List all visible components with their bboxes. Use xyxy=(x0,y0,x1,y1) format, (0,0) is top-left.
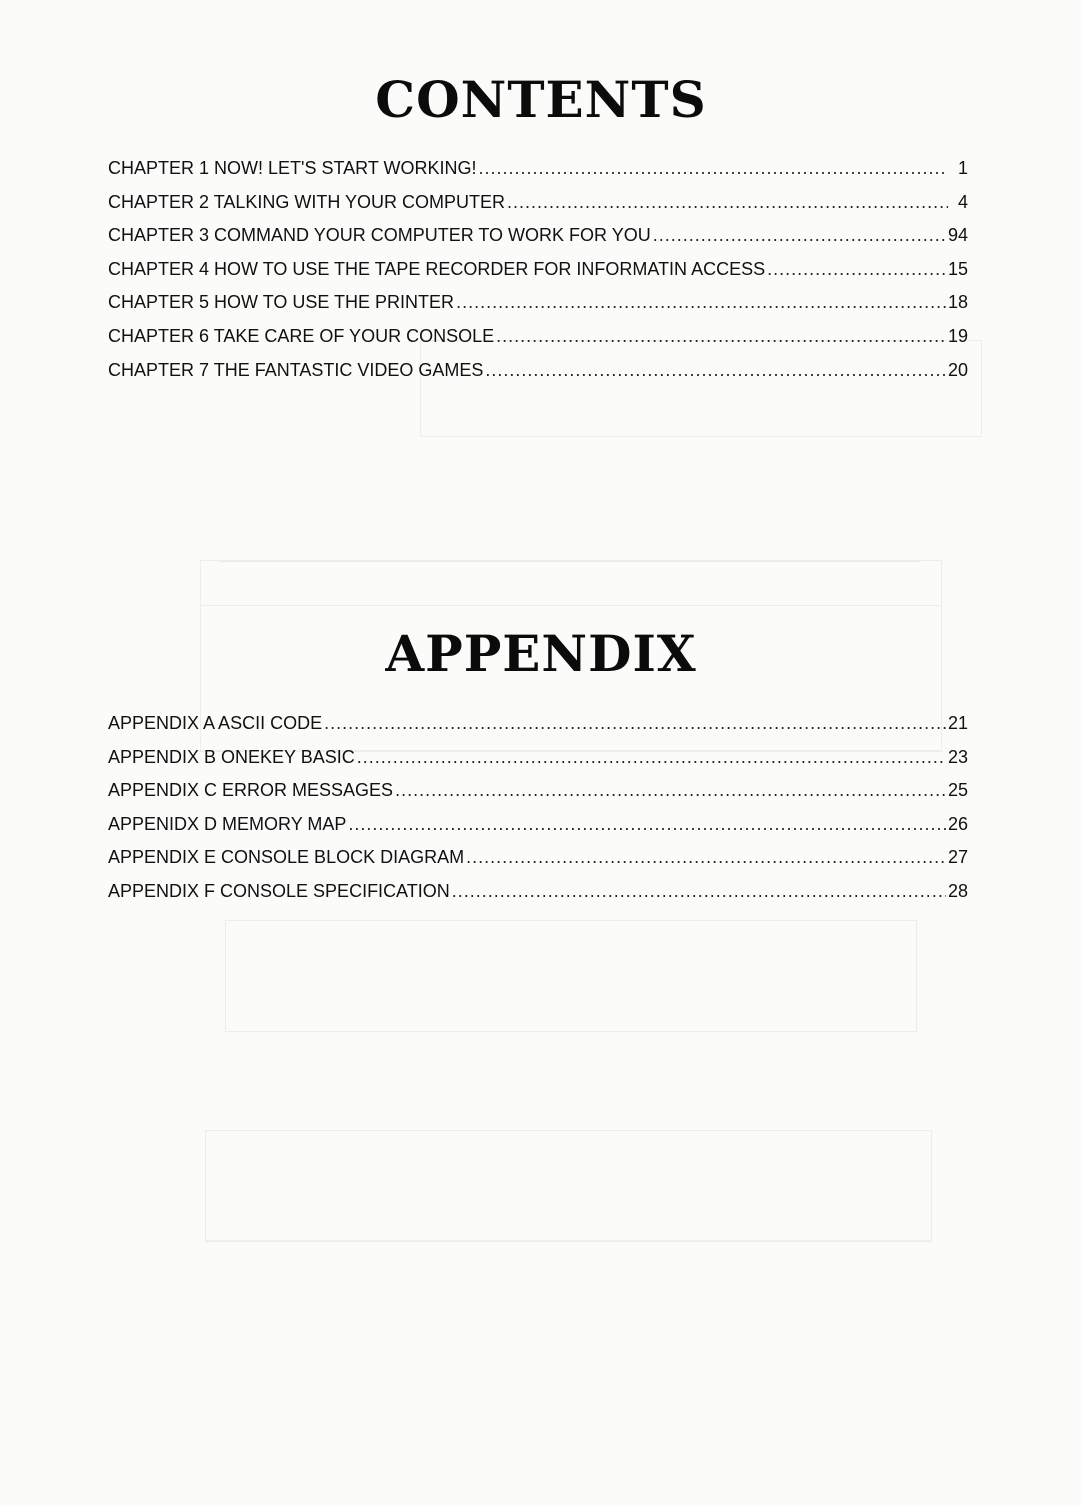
contents-list xyxy=(108,158,968,393)
toc-entry-label: APPENIDX D MEMORY MAP xyxy=(108,813,347,834)
toc-entry-label: CHAPTER 4 HOW TO USE THE TAPE RECORDER FOR INFORMATIN ACCESS xyxy=(108,258,766,279)
dot-leader xyxy=(653,225,946,246)
toc-entry-label: CHAPTER 5 HOW TO USE THE PRINTER xyxy=(108,292,455,313)
toc-entry-appendix-e[interactable] xyxy=(108,847,968,881)
toc-entry-page: 20 xyxy=(947,359,968,380)
toc-entry-chapter-1[interactable] xyxy=(108,158,968,192)
toc-entry-label: APPENDIX E CONSOLE BLOCK DIAGRAM xyxy=(108,847,465,868)
dot-leader xyxy=(485,360,946,381)
toc-entry-page: 23 xyxy=(947,746,968,767)
dot-leader xyxy=(496,326,946,347)
toc-entry-page: 28 xyxy=(947,880,968,901)
toc-entry-label: APPENDIX B ONEKEY BASIC xyxy=(108,746,355,767)
toc-entry-page: 26 xyxy=(947,813,968,834)
toc-entry-chapter-2[interactable] xyxy=(108,192,968,226)
show-through-box xyxy=(225,920,917,1032)
toc-entry-appendix-a[interactable] xyxy=(108,713,968,747)
dot-leader xyxy=(456,292,946,313)
dot-leader xyxy=(767,259,946,280)
toc-entry-label: APPENDIX A ASCII CODE xyxy=(108,713,323,733)
toc-entry-page: 18 xyxy=(947,292,968,313)
toc-entry-label: CHAPTER 3 COMMAND YOUR COMPUTER TO WORK FOR YOU xyxy=(108,225,651,246)
toc-entry-page: 27 xyxy=(947,847,968,868)
toc-entry-label: CHAPTER 7 THE FANTASTIC VIDEO GAMES xyxy=(108,359,484,380)
toc-entry-page: 19 xyxy=(947,325,968,346)
dot-leader xyxy=(507,192,948,213)
contents-heading: CONTENTS xyxy=(375,70,707,129)
toc-entry-page: 4 xyxy=(957,191,968,212)
toc-entry-chapter-6[interactable] xyxy=(108,326,968,360)
show-through-box xyxy=(205,1130,932,1242)
dot-leader xyxy=(478,158,948,179)
toc-entry-label: CHAPTER 1 NOW! LET'S START WORKING! xyxy=(108,158,477,178)
toc-entry-label: APPENDIX F CONSOLE SPECIFICATION xyxy=(108,880,450,901)
toc-entry-page: 15 xyxy=(947,258,968,279)
toc-entry-appendix-f[interactable] xyxy=(108,881,968,915)
toc-entry-page: 1 xyxy=(957,158,968,178)
toc-entry-chapter-4[interactable] xyxy=(108,259,968,293)
toc-entry-page: 25 xyxy=(947,780,968,801)
dot-leader xyxy=(452,881,946,902)
dot-leader xyxy=(466,847,946,868)
dot-leader xyxy=(357,747,946,768)
toc-entry-label: CHAPTER 6 TAKE CARE OF YOUR CONSOLE xyxy=(108,325,495,346)
toc-entry-chapter-7[interactable] xyxy=(108,360,968,394)
appendix-heading: APPENDIX xyxy=(385,624,697,683)
toc-entry-chapter-5[interactable] xyxy=(108,292,968,326)
toc-entry-chapter-3[interactable] xyxy=(108,225,968,259)
dot-leader xyxy=(395,780,946,801)
toc-entry-page: 94 xyxy=(947,225,968,246)
appendix-list xyxy=(108,713,968,915)
toc-entry-label: CHAPTER 2 TALKING WITH YOUR COMPUTER xyxy=(108,191,506,212)
toc-entry-appendix-d[interactable] xyxy=(108,814,968,848)
dot-leader xyxy=(348,814,946,835)
toc-entry-appendix-c[interactable] xyxy=(108,780,968,814)
dot-leader xyxy=(324,713,946,734)
toc-entry-appendix-b[interactable] xyxy=(108,747,968,781)
toc-entry-label: APPENDIX C ERROR MESSAGES xyxy=(108,780,394,801)
toc-entry-page: 21 xyxy=(947,713,968,733)
